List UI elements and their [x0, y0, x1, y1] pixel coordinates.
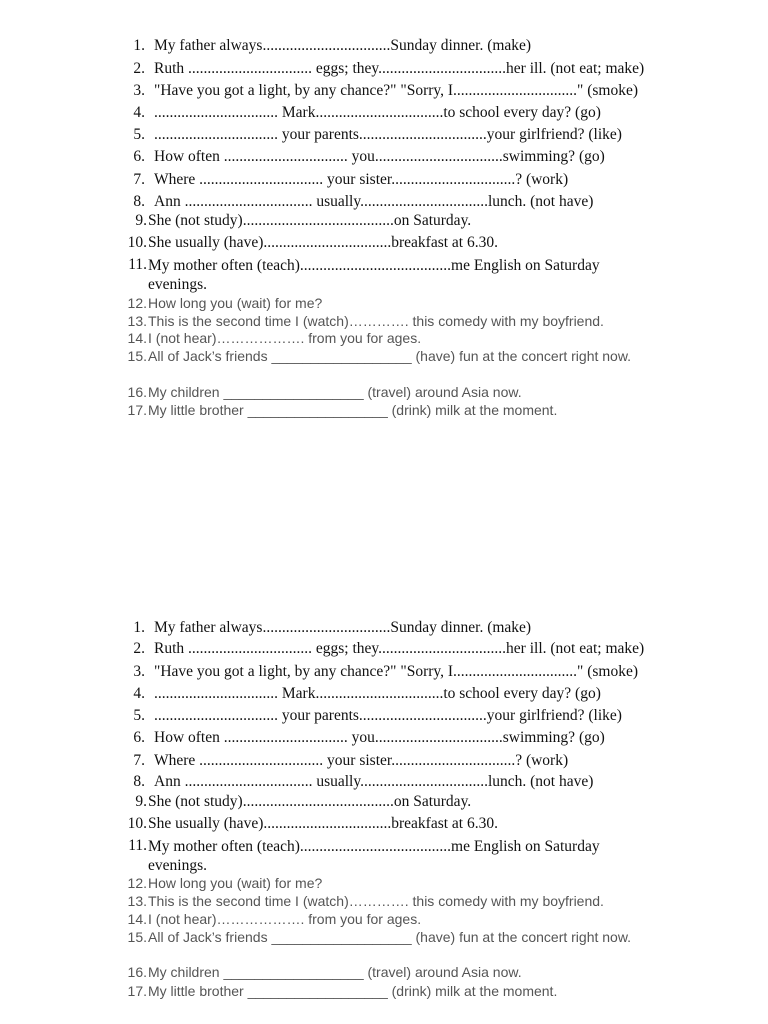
item-text: How long you (wait) for me?: [148, 295, 323, 311]
item-number: 2.: [133, 60, 145, 77]
item-text: This is the second time I (watch)…………. this comedy with my boyfriend.: [148, 313, 604, 329]
item-number: 6.: [133, 729, 145, 746]
item-number: 3.: [133, 663, 145, 680]
item-number: 16.: [127, 964, 147, 980]
item-text: My mother often (teach).......................................me English on Saturday evenings.: [148, 257, 600, 293]
item-number: 14.: [127, 911, 147, 927]
item-text: ................................ Mark.................................to school every day? (go): [154, 104, 601, 121]
item-number: 4.: [133, 104, 145, 121]
item-number: 3.: [133, 82, 145, 99]
item-number: 13.: [127, 893, 147, 909]
item-number: 16.: [127, 384, 147, 400]
item-number: 12.: [127, 875, 147, 891]
item-number: 12.: [127, 295, 147, 311]
item-text: How often ................................ you.................................swimming? (go): [154, 729, 605, 746]
item-text: "Have you got a light, by any chance?" "Sorry, I................................" (smoke): [154, 663, 639, 680]
item-text: All of Jack’s friends __________________ (have) fun at the concert right now.: [148, 348, 632, 364]
item-text: Ruth ................................ eggs; they.................................her ill. (not eat; make): [154, 60, 645, 77]
item-number: 2.: [133, 640, 145, 657]
item-number: 17.: [127, 402, 147, 418]
item-text: Where ................................ your sister................................? (work): [154, 752, 569, 769]
item-text: She usually (have).................................breakfast at 6.30.: [148, 815, 498, 832]
item-text: My father always.................................Sunday dinner. (make): [154, 37, 532, 54]
item-number: 17.: [127, 983, 147, 999]
item-text: My children __________________ (travel) around Asia now.: [148, 384, 522, 400]
item-text: Ann ................................. usually.................................lunch. (not have): [154, 193, 594, 210]
item-number: 15.: [127, 348, 147, 364]
item-text: How often ................................ you.................................swimming? (go): [154, 148, 605, 165]
item-text: I (not hear)………………. from you for ages.: [148, 330, 422, 346]
item-text: My little brother __________________ (drink) milk at the moment.: [148, 983, 558, 999]
item-text: My mother often (teach).......................................me English on Saturday evenings.: [148, 838, 600, 874]
item-number: 6.: [133, 148, 145, 165]
item-text: All of Jack’s friends __________________ (have) fun at the concert right now.: [148, 929, 632, 945]
item-text: My children __________________ (travel) around Asia now.: [148, 964, 522, 980]
item-number: 10.: [127, 234, 147, 251]
item-text: ................................ your parents.................................your girlfriend? (like): [154, 126, 622, 143]
item-number: 11.: [128, 837, 147, 854]
item-text: "Have you got a light, by any chance?" "Sorry, I................................" (smoke): [154, 82, 639, 99]
item-number: 7.: [133, 171, 145, 188]
item-number: 9.: [135, 212, 147, 229]
item-text: This is the second time I (watch)…………. this comedy with my boyfriend.: [148, 893, 604, 909]
item-number: 1.: [133, 619, 145, 636]
item-text: She (not study).......................................on Saturday.: [148, 793, 472, 810]
item-number: 1.: [133, 37, 145, 54]
item-text: My father always.................................Sunday dinner. (make): [154, 619, 532, 636]
item-text: ................................ Mark.................................to school every day? (go): [154, 685, 601, 702]
item-text: She (not study).......................................on Saturday.: [148, 212, 472, 229]
item-number: 8.: [133, 773, 145, 790]
item-text: Where ................................ your sister................................? (work): [154, 171, 569, 188]
item-number: 10.: [127, 815, 147, 832]
item-text: Ann ................................. usually.................................lunch. (not have): [154, 773, 594, 790]
item-number: 8.: [133, 193, 145, 210]
item-text: I (not hear)………………. from you for ages.: [148, 911, 422, 927]
item-number: 9.: [135, 793, 147, 810]
item-number: 11.: [128, 256, 147, 273]
item-text: My little brother __________________ (drink) milk at the moment.: [148, 402, 558, 418]
item-text: Ruth ................................ eggs; they.................................her ill. (not eat; make): [154, 640, 645, 657]
item-text: How long you (wait) for me?: [148, 875, 323, 891]
item-text: She usually (have).................................breakfast at 6.30.: [148, 234, 498, 251]
item-number: 7.: [133, 752, 145, 769]
item-text: ................................ your parents.................................your girlfriend? (like): [154, 707, 622, 724]
item-number: 13.: [127, 313, 147, 329]
item-number: 4.: [133, 685, 145, 702]
item-number: 15.: [127, 929, 147, 945]
item-number: 5.: [133, 707, 145, 724]
item-number: 14.: [127, 330, 147, 346]
item-number: 5.: [133, 126, 145, 143]
